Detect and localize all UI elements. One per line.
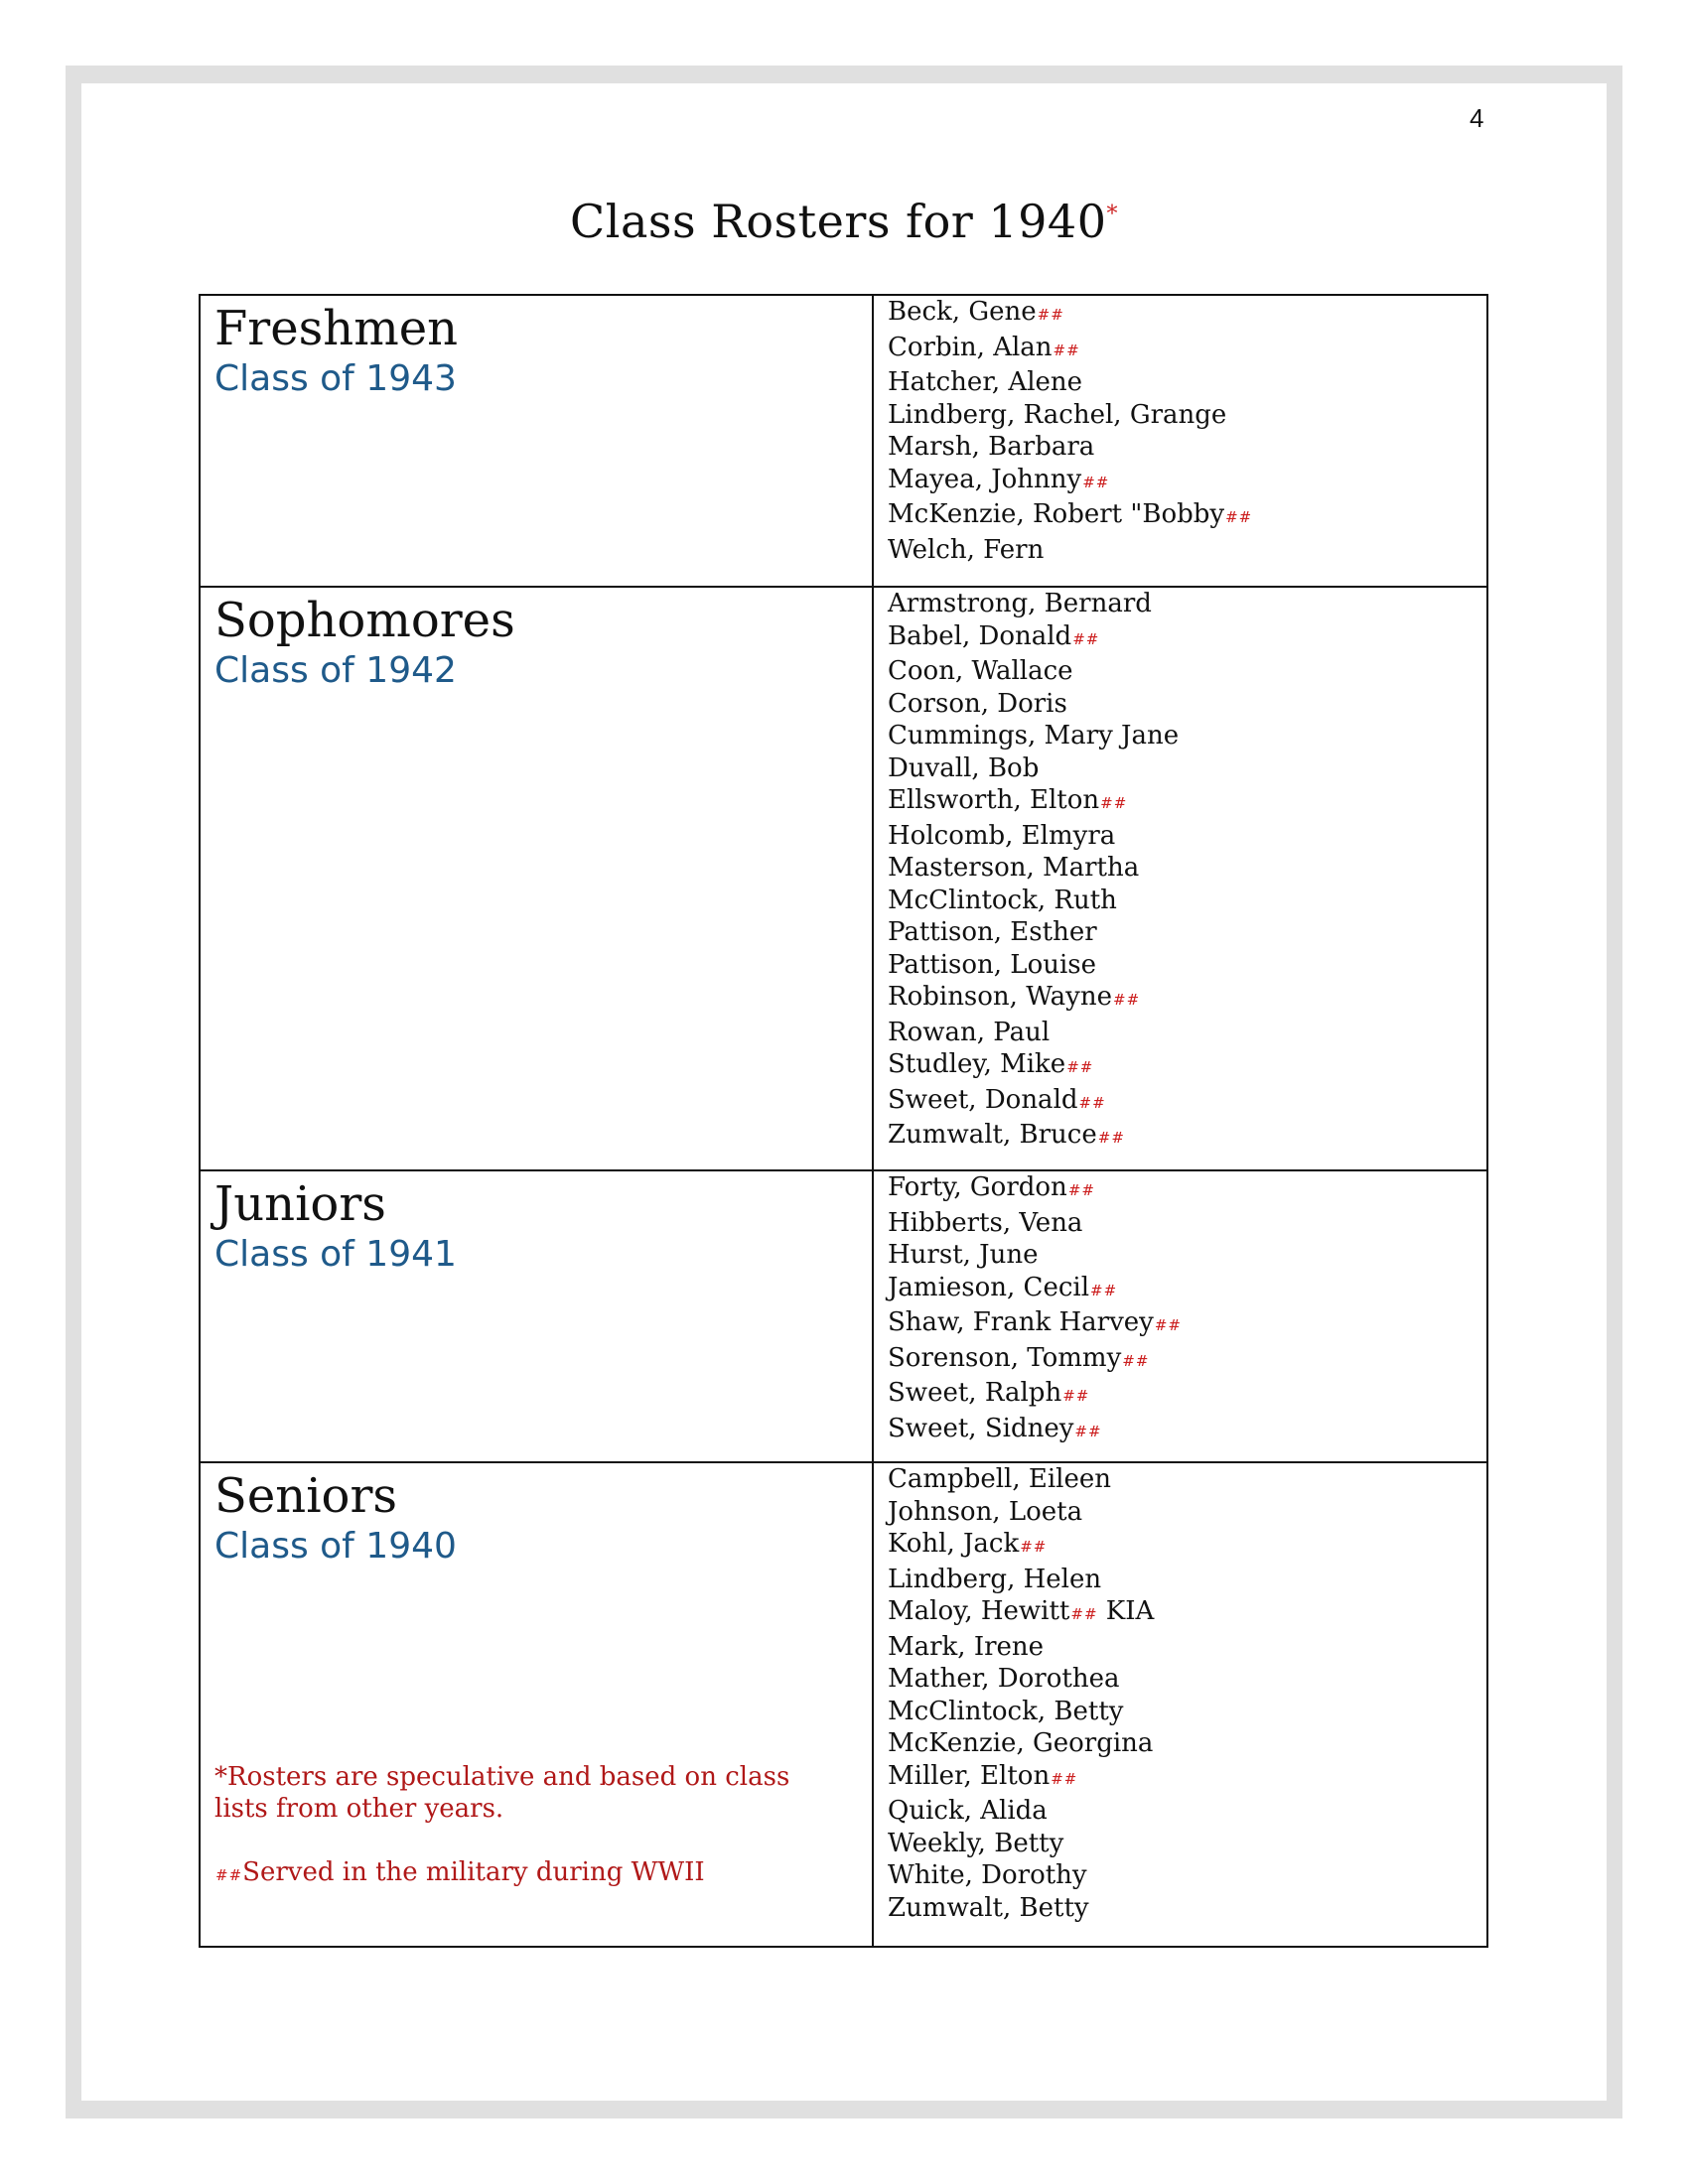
class-header-cell (200, 295, 873, 587)
student-name (888, 1595, 1473, 1631)
student-name (888, 784, 1473, 820)
student-name (888, 620, 1473, 656)
military-marker: ## (1113, 991, 1141, 1009)
student-name-text: Holcomb, Elmyra (888, 820, 1116, 851)
military-marker: ## (1072, 629, 1100, 648)
student-name (888, 1892, 1473, 1925)
student-name-text: Masterson, Martha (888, 853, 1140, 883)
page-number: 4 (1470, 103, 1484, 133)
student-name (888, 431, 1473, 464)
military-marker: ## (1078, 1093, 1106, 1112)
student-name (888, 1564, 1473, 1596)
page-title-text: Class Rosters for 1940 (570, 195, 1107, 248)
student-name (888, 1171, 1473, 1207)
student-name (888, 1463, 1473, 1496)
student-name (888, 949, 1473, 982)
student-name (888, 1795, 1473, 1828)
class-year: Class of 1941 (214, 1234, 457, 1275)
student-name-text: McKenzie, Georgina (888, 1728, 1154, 1758)
student-name-text: McKenzie, Robert "Bobby (888, 499, 1225, 529)
student-name-text: McClintock, Ruth (888, 885, 1117, 915)
student-name (888, 1727, 1473, 1760)
student-name (888, 1496, 1473, 1529)
student-name (888, 366, 1473, 399)
student-name (888, 1342, 1473, 1378)
military-marker: ## (1122, 1351, 1150, 1370)
student-name-text: Forty, Gordon (888, 1172, 1067, 1202)
student-name-text: Sweet, Ralph (888, 1378, 1062, 1408)
student-name (888, 752, 1473, 785)
student-name (888, 1207, 1473, 1240)
roster-row-seniors (200, 1462, 1487, 1947)
student-name-text: Pattison, Louise (888, 949, 1097, 980)
class-header-cell (200, 1462, 873, 1947)
student-name (888, 1377, 1473, 1413)
military-marker: ## (1225, 508, 1253, 526)
student-name (888, 852, 1473, 885)
student-name-text: Zumwalt, Betty (888, 1892, 1089, 1923)
student-name-text: Jamieson, Cecil (888, 1272, 1090, 1302)
military-note-text: Served in the military during WWII (242, 1857, 705, 1887)
student-name-text: Mark, Irene (888, 1631, 1045, 1662)
military-marker: ## (1062, 1387, 1090, 1405)
student-name-text: Mather, Dorothea (888, 1664, 1120, 1694)
student-name-text: Rowan, Paul (888, 1017, 1051, 1047)
student-name (888, 399, 1473, 432)
student-name-text: Shaw, Frank Harvey (888, 1307, 1154, 1337)
class-name: Freshmen (214, 301, 459, 356)
class-roster-table (199, 294, 1488, 1948)
student-name-text: Ellsworth, Elton (888, 785, 1100, 815)
student-name (888, 1272, 1473, 1307)
military-marker: ## (1066, 1058, 1094, 1076)
class-year: Class of 1940 (214, 1526, 457, 1567)
student-name (888, 332, 1473, 367)
student-name-text: Babel, Donald (888, 620, 1072, 651)
class-year: Class of 1942 (214, 650, 457, 691)
student-name-text: Hurst, June (888, 1240, 1039, 1270)
student-name-text: Corson, Doris (888, 688, 1067, 719)
student-name (888, 655, 1473, 688)
class-name: Sophomores (214, 593, 515, 648)
student-name-text: Studley, Mike (888, 1049, 1066, 1079)
student-name-text: Sweet, Donald (888, 1084, 1078, 1115)
student-name-text: Kohl, Jack (888, 1529, 1020, 1559)
student-name (888, 534, 1473, 567)
student-name-text: Quick, Alida (888, 1796, 1048, 1826)
student-name (888, 820, 1473, 853)
student-list-cell (873, 587, 1487, 1170)
student-name-text: Pattison, Esther (888, 917, 1097, 947)
student-name-text: Weekly, Betty (888, 1828, 1064, 1858)
military-marker: ## (1037, 306, 1064, 324)
military-marker: ## (1097, 1129, 1125, 1147)
student-name-text: Mayea, Johnny (888, 464, 1082, 494)
student-name-text: Hibberts, Vena (888, 1207, 1083, 1238)
student-name (888, 688, 1473, 721)
class-name: Juniors (214, 1176, 386, 1232)
student-list (888, 588, 1473, 1155)
roster-row-freshmen (200, 295, 1487, 587)
student-name (888, 981, 1473, 1017)
page-title (0, 195, 1688, 248)
student-name (888, 1413, 1473, 1448)
student-list-cell (873, 295, 1487, 587)
student-name-text: Marsh, Barbara (888, 432, 1095, 462)
title-asterisk: * (1106, 202, 1118, 227)
student-name-text: Lindberg, Helen (888, 1564, 1102, 1594)
student-name (888, 1084, 1473, 1120)
student-name-text: Maloy, Hewitt (888, 1596, 1070, 1626)
student-name (888, 1663, 1473, 1696)
military-marker: ## (1051, 1769, 1078, 1788)
student-name (888, 588, 1473, 620)
class-header-cell (200, 587, 873, 1170)
military-marker: ## (215, 1866, 243, 1884)
student-name-text: Sorenson, Tommy (888, 1342, 1122, 1373)
student-list (888, 1171, 1473, 1447)
student-name (888, 1696, 1473, 1728)
military-marker: ## (1070, 1605, 1098, 1623)
student-name-text: Sweet, Sidney (888, 1413, 1074, 1443)
student-name-text: Campbell, Eileen (888, 1464, 1112, 1494)
student-name-text: White, Dorothy (888, 1860, 1087, 1890)
student-name-text: Beck, Gene (888, 297, 1037, 327)
class-header-cell (200, 1170, 873, 1462)
student-name (888, 1828, 1473, 1860)
student-name-text: Coon, Wallace (888, 656, 1073, 686)
speculative-note: *Rosters are speculative and based on class lists from other years. (214, 1762, 790, 1824)
military-note (214, 1856, 830, 1891)
student-name-text: Armstrong, Bernard (888, 589, 1152, 618)
footnotes (214, 1761, 830, 1891)
student-name (888, 1631, 1473, 1664)
roster-row-sophomores (200, 587, 1487, 1170)
military-marker: ## (1074, 1422, 1102, 1440)
military-marker: ## (1082, 473, 1110, 491)
student-name-text: Zumwalt, Bruce (888, 1120, 1097, 1150)
student-list (888, 1463, 1473, 1924)
military-marker: ## (1053, 341, 1080, 359)
student-name (888, 1119, 1473, 1155)
student-name (888, 916, 1473, 949)
student-name (888, 885, 1473, 917)
student-name (888, 1760, 1473, 1796)
student-name (888, 498, 1473, 534)
student-name-text: Welch, Fern (888, 534, 1045, 565)
class-year: Class of 1943 (214, 358, 457, 399)
roster-row-juniors (200, 1170, 1487, 1462)
military-marker: ## (1067, 1181, 1095, 1199)
student-name-text: Hatcher, Alene (888, 367, 1083, 397)
student-list-cell (873, 1462, 1487, 1947)
military-marker: ## (1090, 1281, 1118, 1299)
student-name-text: Lindberg, Rachel, Grange (888, 399, 1227, 430)
student-name (888, 296, 1473, 332)
student-name-text: Corbin, Alan (888, 332, 1053, 362)
student-list (888, 296, 1473, 566)
student-name (888, 1859, 1473, 1892)
student-name-text: Johnson, Loeta (888, 1496, 1083, 1527)
student-status: KIA (1097, 1596, 1155, 1626)
student-name (888, 1306, 1473, 1342)
student-name-text: Duvall, Bob (888, 752, 1040, 783)
student-name-text: Robinson, Wayne (888, 982, 1112, 1012)
student-name-text: McClintock, Betty (888, 1696, 1124, 1726)
military-marker: ## (1020, 1538, 1048, 1556)
military-marker: ## (1100, 794, 1128, 812)
military-marker: ## (1154, 1316, 1182, 1334)
class-name: Seniors (214, 1468, 398, 1524)
student-name (888, 1017, 1473, 1049)
student-list-cell (873, 1170, 1487, 1462)
student-name (888, 1528, 1473, 1564)
student-name (888, 1239, 1473, 1272)
student-name (888, 720, 1473, 752)
student-name-text: Miller, Elton (888, 1760, 1051, 1791)
student-name-text: Cummings, Mary Jane (888, 721, 1180, 751)
student-name (888, 1048, 1473, 1084)
student-name (888, 464, 1473, 499)
